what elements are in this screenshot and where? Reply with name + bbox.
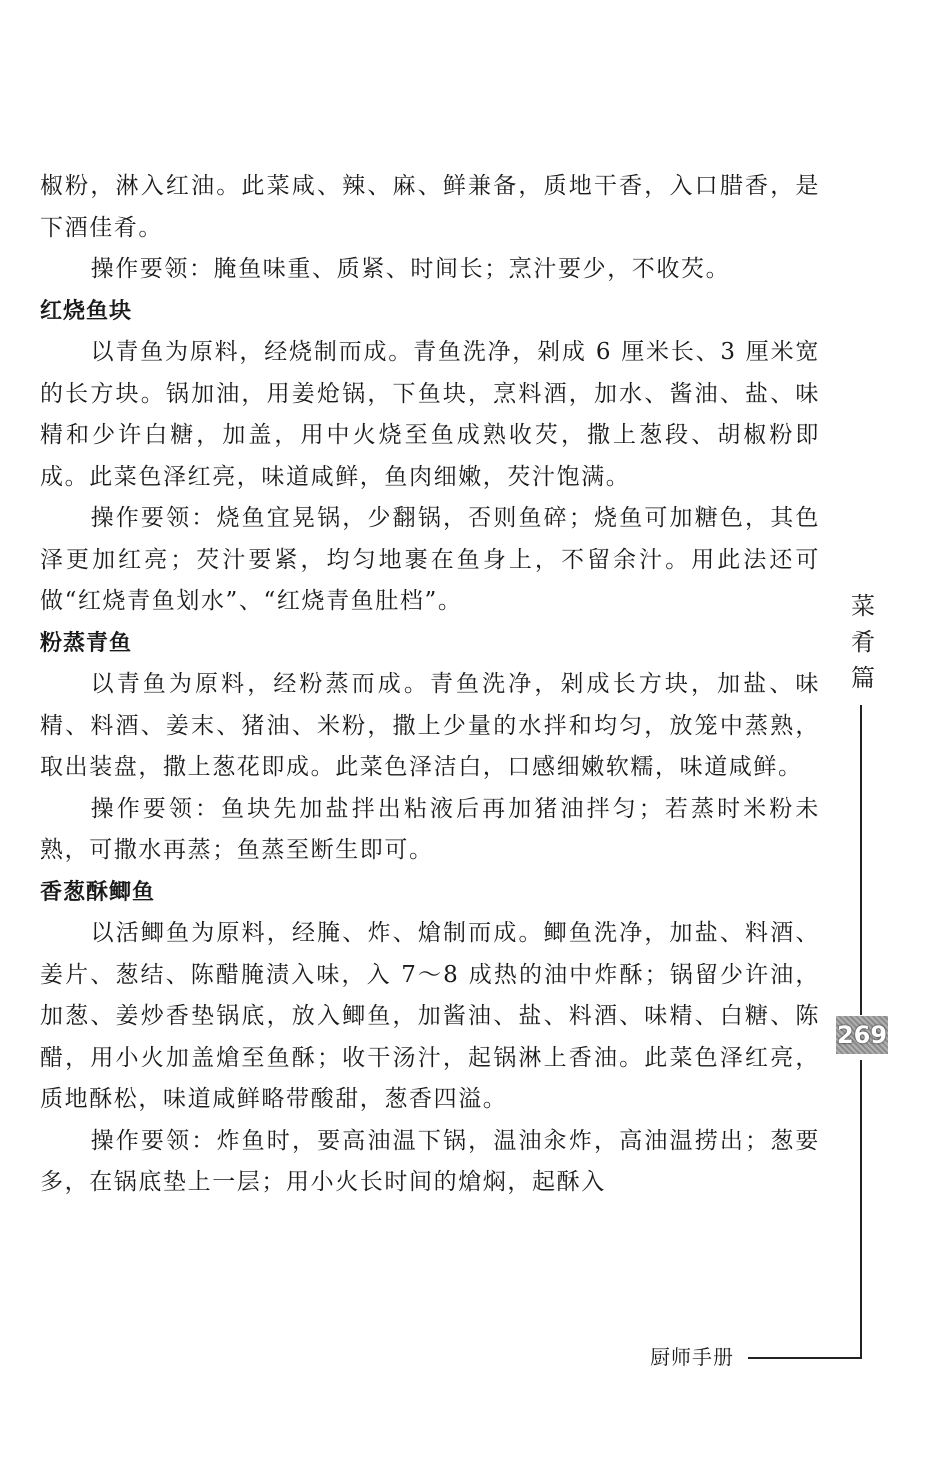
footer-rule <box>748 1357 862 1359</box>
paragraph-recipe-xiangcong: 以活鲫鱼为原料，经腌、炸、熗制而成。鲫鱼洗净，加盐、料酒、姜片、葱结、陈醋腌渍入味，入 7～8 成热的油中炸酥；锅留少许油，加葱、姜炒香垫锅底，放入鲫鱼，加酱油、盐、料酒、味精、白糖、陈醋，用小火加盖熗至鱼酥；收干汤汁，起锅淋上香油。此菜色泽红亮，质地酥松，味道咸鲜略带酸甜，葱香四溢。 <box>40 920 820 1112</box>
paragraph-tips-xiangcong: 操作要领：炸鱼时，要高油温下锅，温油汆炸，高油温捞出；葱要多，在锅底垫上一层；用小火长时间的熗焖，起酥入 <box>40 1127 820 1195</box>
section-label-char: 篇 <box>851 664 875 692</box>
paragraph-recipe-hongshao: 以青鱼为原料，经烧制而成。青鱼洗净，剁成 6 厘米长、3 厘米宽的长方块。锅加油，用姜炝锅，下鱼块，烹料酒，加水、酱油、盐、味精和少许白糖，加盖，用中火烧至鱼成熟收芡，撒上葱段、胡椒粉即成。此菜色泽红亮，味道咸鲜，鱼肉细嫩，芡汁饱满。 <box>40 339 820 490</box>
paragraph-tips-1: 操作要领：腌鱼味重、质紧、时间长；烹汁要少，不收芡。 <box>90 256 731 282</box>
recipe-heading-hongshao: 红烧鱼块 <box>40 298 133 324</box>
paragraph-tips-fenzheng: 操作要领：鱼块先加盐拌出粘液后再加猪油拌匀；若蒸时米粉未熟，可撒水再蒸；鱼蒸至断生即可。 <box>40 795 820 863</box>
margin-rule-lower <box>860 1060 862 1358</box>
paragraph-tips-hongshao: 操作要领：烧鱼宜晃锅，少翻锅，否则鱼碎；烧鱼可加糖色，其色泽更加红亮；芡汁要紧，均匀地裹在鱼身上，不留余汁。用此法还可做“红烧青鱼划水”、“红烧青鱼肚档”。 <box>40 505 820 614</box>
section-label-char: 肴 <box>851 628 875 656</box>
section-label <box>849 588 877 696</box>
recipe-heading-xiangcong: 香葱酥鲫鱼 <box>40 879 156 905</box>
paragraph-recipe-fenzheng: 以青鱼为原料，经粉蒸而成。青鱼洗净，剁成长方块，加盐、味精、料酒、姜末、猪油、米粉，撒上少量的水拌和均匀，放笼中蒸熟，取出装盘，撒上葱花即成。此菜色泽洁白，口感细嫩软糯，味道咸鲜。 <box>40 671 820 780</box>
section-label-char: 菜 <box>851 592 875 620</box>
paragraph-continued: 椒粉，淋入红油。此菜咸、辣、麻、鲜兼备，质地干香，入口腊香，是下酒佳肴。 <box>40 173 820 241</box>
book-title-footer: 厨师手册 <box>650 1343 738 1371</box>
recipe-heading-fenzheng: 粉蒸青鱼 <box>40 630 133 656</box>
margin-rule-upper <box>860 705 862 1015</box>
main-text <box>40 166 820 1204</box>
page-number: 269 <box>836 1016 888 1054</box>
